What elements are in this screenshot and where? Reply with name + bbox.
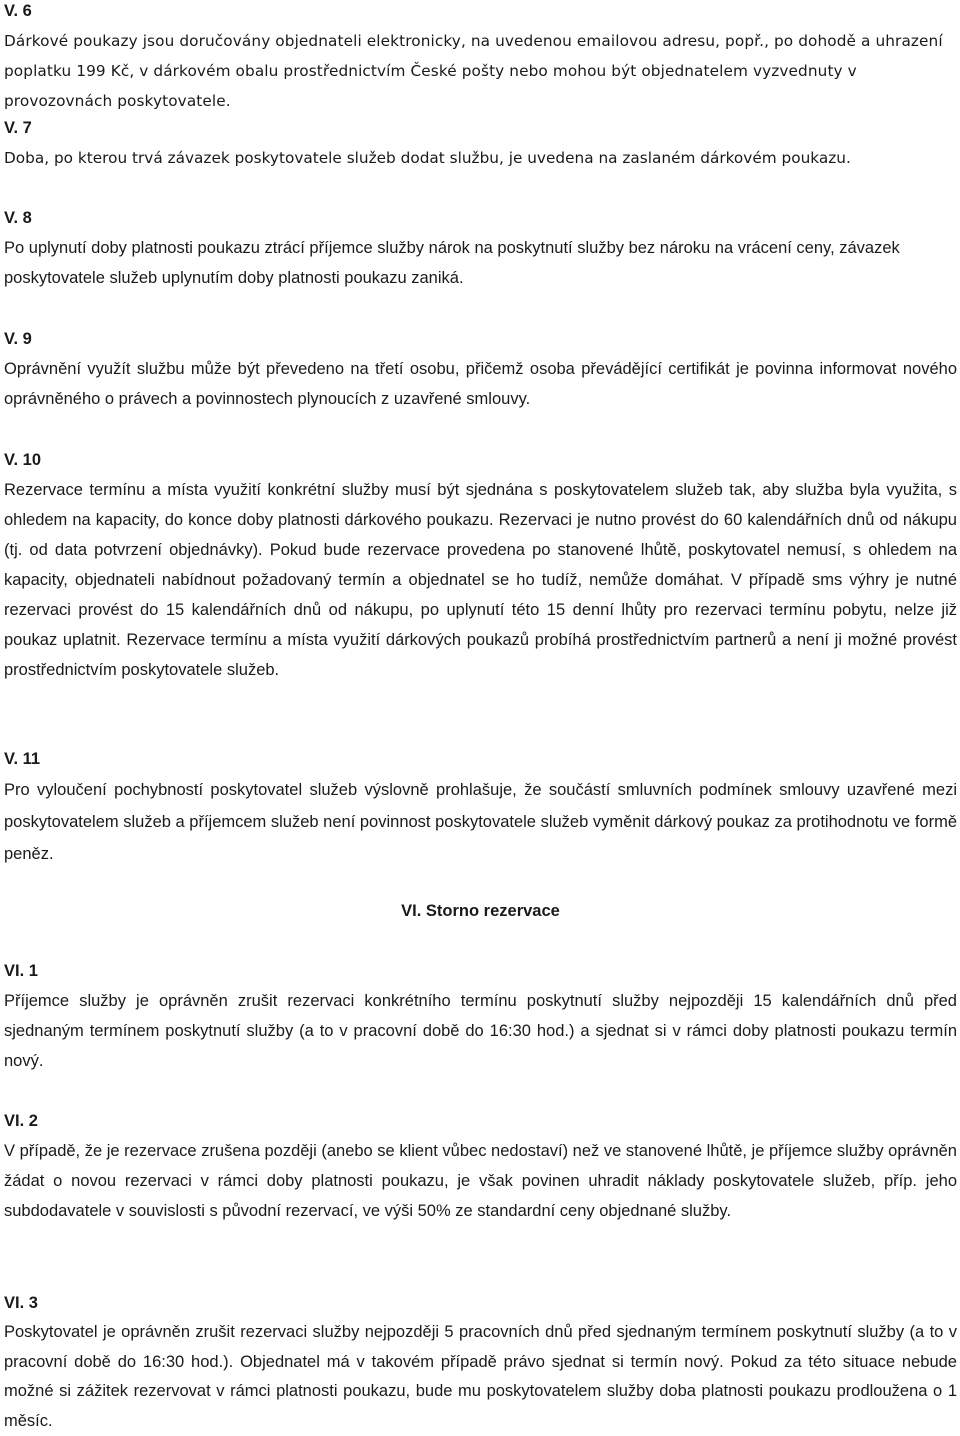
section-vi1	[4, 956, 957, 1076]
section-text: Dárkové poukazy jsou doručovány objednateli elektronicky, na uvedenou emailovou adresu, popř., po dohodě a uhrazení poplatku 199 Kč, v dárkovém obalu prostřednictvím České pošty nebo mohou být objednatelem vyzvednuty v provozovnách poskytovatele.	[4, 32, 943, 110]
section-heading: V. 6	[4, 2, 32, 20]
section-text: Pro vyloučení pochybností poskytovatel služeb výslovně prohlašuje, že součástí smluvních podmínek smlouvy uzavřené mezi poskytovatelem služeb a příjemcem služeb není povinnost poskytovatele služeb vyměnit dárkový poukaz za protihodnotu ve formě peněz.	[4, 781, 957, 863]
section-text: Příjemce služby je oprávněn zrušit rezervaci konkrétního termínu poskytnutí služby nejpozději 15 kalendářních dnů před sjednaným termínem poskytnutí služby (a to v pracovní době do 16:30 hod.) a sjednat si v rámci doby platnosti poukazu termín nový.	[4, 992, 957, 1070]
section-text: Po uplynutí doby platnosti poukazu ztrácí příjemce služby nárok na poskytnutí služby bez nároku na vrácení ceny, závazek poskytovatele služeb uplynutím doby platnosti poukazu zaniká.	[4, 239, 900, 287]
section-v9	[4, 324, 957, 414]
section-heading: V. 9	[4, 330, 32, 348]
section-text: V případě, že je rezervace zrušena později (anebo se klient vůbec nedostaví) než ve stanovené lhůtě, je příjemce služby oprávněn žádat o novou rezervaci v rámci doby platnosti poukazu, je však povinen uhradit náklady poskytovatele služeb, příp. jeho subdodavatele v souvislosti s původní rezervací, ve výši 50% ze standardní ceny objednané služby.	[4, 1142, 957, 1220]
section-text: Doba, po kterou trvá závazek poskytovatele služeb dodat službu, je uvedena na zaslaném dárkovém poukazu.	[4, 149, 851, 167]
section-vi3	[4, 1288, 957, 1436]
section-vi2	[4, 1106, 957, 1226]
section-heading: V. 11	[4, 750, 41, 768]
section-heading: VI. 2	[4, 1112, 38, 1130]
chapter-title: VI. Storno rezervace	[401, 902, 560, 920]
section-text: Poskytovatel je oprávněn zrušit rezervaci služby nejpozději 5 pracovních dnů před sjednaným termínem poskytnutí služby (a to v pracovní době do 16:30 hod.). Objednatel má v takovém případě právo sjednat si termín nový. Pokud za této situace nebude možné si zážitek rezervovat v rámci platnosti poukazu, bude mu poskytovatelem služby doba platnosti poukazu prodloužena o 1 měsíc.	[4, 1323, 957, 1430]
section-text: Rezervace termínu a místa využití konkrétní služby musí být sjednána s poskytovatelem služeb tak, aby služba byla využita, s ohledem na kapacity, do konce doby platnosti dárkového poukazu. Rezervaci je nutno provést do 60 kalendářních dnů od nákupu (tj. od data potvrzení objednávky). Pokud bude rezervace provedena po stanovené lhůtě, poskytovatel nemusí, s ohledem na kapacity, objednateli nabídnout požadovaný termín a objednatel se ho tudíž, nemůže domáhat. V případě sms výhry je nutné rezervaci provést do 15 kalendářních dnů od nákupu, po uplynutí této 15 denní lhůty pro rezervaci termínu pobytu, nelze již poukaz uplatnit. Rezervace termínu a místa využití dárkových poukazů probíhá prostřednictvím partnerů a není ji možné provést prostřednictvím poskytovatele služeb.	[4, 481, 957, 679]
section-heading: V. 8	[4, 209, 32, 227]
section-heading: VI. 1	[4, 962, 38, 980]
section-text: Oprávnění využít službu může být převedeno na třetí osobu, přičemž osoba převádějící certifikát je povinna informovat nového oprávněného o právech a povinnostech plynoucích z uzavřené smlouvy.	[4, 360, 957, 408]
section-heading: V. 7	[4, 119, 32, 137]
section-v11	[4, 744, 957, 870]
section-v10	[4, 445, 957, 685]
section-v7	[4, 113, 957, 173]
section-v8	[4, 203, 957, 293]
section-heading: V. 10	[4, 451, 42, 469]
section-v6	[4, 0, 957, 116]
section-heading: VI. 3	[4, 1294, 38, 1312]
